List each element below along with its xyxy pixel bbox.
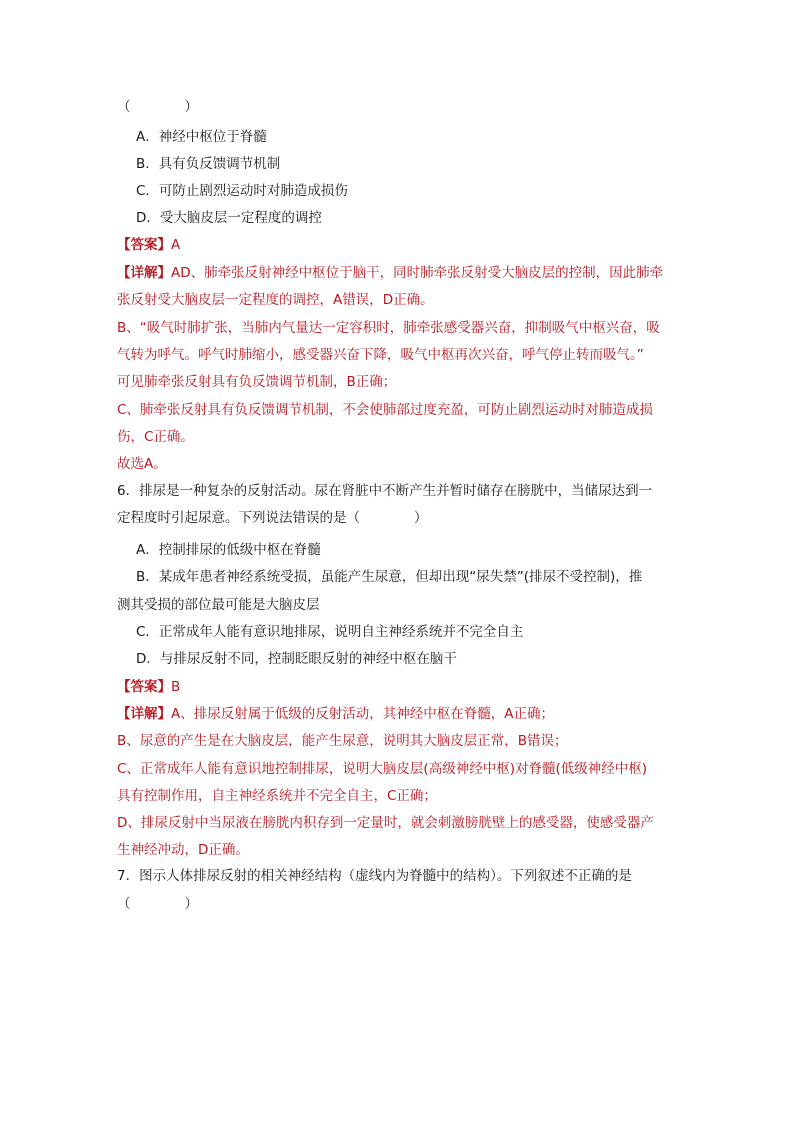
q7-stem: （ ） — [117, 896, 198, 912]
q5-paren: （ ） — [117, 99, 198, 115]
q5-option-c: C．可防止剧烈运动时对肺造成损伤 — [136, 183, 348, 199]
detail-label: 【详解】 — [117, 265, 171, 281]
q6-stem: 6．排尿是一种复杂的反射活动。尿在肾脏中不断产生并暂时储存在膀胱中，当储尿达到一 — [117, 483, 653, 499]
q5-detail-line: 伤，C正确。 — [117, 429, 194, 445]
q5-detail-line: 故选A。 — [117, 456, 167, 472]
answer-label: 【答案】 — [117, 237, 171, 253]
q5-detail-line — [117, 263, 687, 283]
q5-detail-line: B、“吸气时肺扩张，当肺内气量达一定容积时，肺牵张感受器兴奋，抑制吸气中枢兴奋，吸 — [117, 320, 660, 336]
q5-detail-line: 张反射受大脑皮层一定程度的调控，A错误，D正确。 — [117, 292, 434, 308]
q6-detail-line: 生神经冲动，D正确。 — [117, 842, 249, 858]
q6-detail-line — [117, 704, 687, 724]
q5-detail-line: C、肺牵张反射具有负反馈调节机制，不会使肺部过度充盈，可防止剧烈运动时对肺造成损 — [117, 402, 653, 418]
q6-detail-line: 具有控制作用，自主神经系统并不完全自主，C正确； — [117, 788, 437, 804]
q5-option-a: A．神经中枢位于脊髓 — [136, 129, 267, 145]
q6-option-b: B．某成年患者神经系统受损，虽能产生尿意，但却出现“尿失禁”(排尿不受控制)，推 — [136, 569, 643, 585]
detail-label: 【详解】 — [117, 706, 171, 722]
q6-stem: 定程度时引起尿意。下列说法错误的是（ ） — [117, 510, 428, 526]
answer-value: A — [171, 237, 181, 253]
q5-option-b: B．具有负反馈调节机制 — [136, 156, 281, 172]
q6-detail-line: B、尿意的产生是在大脑皮层，能产生尿意，说明其大脑皮层正常，B错误； — [117, 733, 568, 749]
q5-answer — [117, 235, 687, 255]
q5-detail-line: 气转为呼气。呼气时肺缩小，感受器兴奋下降，吸气中枢再次兴奋，呼气停止转而吸气。” — [117, 347, 644, 363]
detail-text: A、排尿反射属于低级的反射活动，其神经中枢在脊髓，A正确； — [171, 706, 554, 722]
q6-option-c: C．正常成年人能有意识地排尿，说明自主神经系统并不完全自主 — [136, 624, 524, 640]
answer-value: B — [171, 679, 181, 695]
q5-option-d: D．受大脑皮层一定程度的调控 — [136, 210, 322, 226]
q5-detail-line: 可见肺牵张反射具有负反馈调节机制，B正确； — [117, 374, 397, 390]
q6-option-a: A．控制排尿的低级中枢在脊髓 — [136, 542, 321, 558]
detail-text: AD、肺牵张反射神经中枢位于脑干，同时肺牵张反射受大脑皮层的控制，因此肺牵 — [171, 265, 664, 281]
q6-detail-line: C、正常成年人能有意识地控制排尿，说明大脑皮层(高级神经中枢)对脊髓(低级神经中枢) — [117, 761, 647, 777]
q6-option-b-cont: 测其受损的部位最可能是大脑皮层 — [117, 597, 320, 613]
q6-answer — [117, 677, 687, 697]
answer-label: 【答案】 — [117, 679, 171, 695]
q6-detail-line: D、排尿反射中当尿液在膀胱内积存到一定量时，就会刺激膀胱壁上的感受器，使感受器产 — [117, 815, 654, 831]
q7-stem: 7．图示人体排尿反射的相关神经结构（虚线内为脊髓中的结构）。下列叙述不正确的是 — [117, 868, 632, 884]
q6-option-d: D．与排尿反射不同，控制眨眼反射的神经中枢在脑干 — [136, 651, 457, 667]
